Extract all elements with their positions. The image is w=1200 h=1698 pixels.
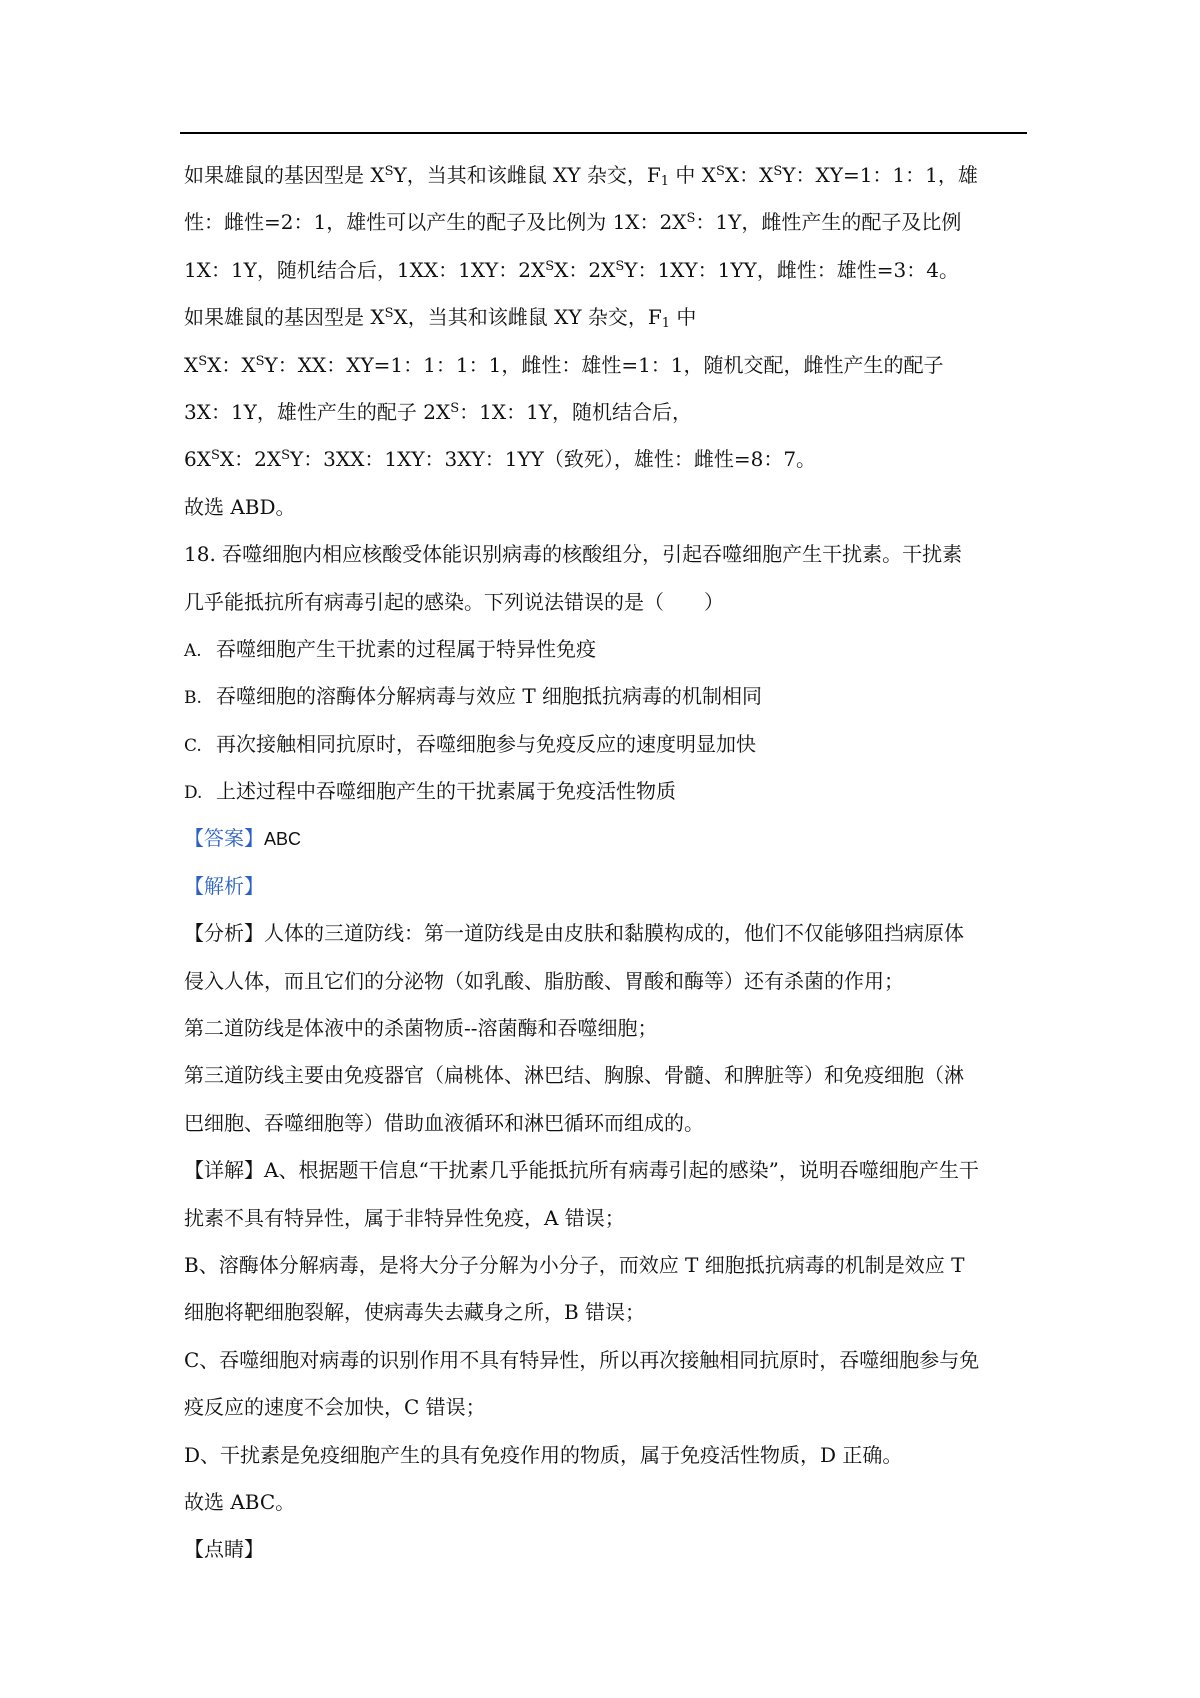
text-run: 中 X bbox=[669, 163, 716, 187]
superscript: S bbox=[773, 164, 783, 179]
xiangjie-a-line2: 扰素不具有特异性，属于非特异性免疫，A 错误； bbox=[184, 1205, 625, 1230]
text-run: Y：3XX：1XY：3XY：1YY（致死），雄性：雌性=8：7。 bbox=[289, 447, 817, 472]
text-run: ：1X：1Y，随机结合后， bbox=[459, 399, 693, 424]
superscript: S bbox=[255, 353, 265, 369]
option-b bbox=[184, 673, 1024, 720]
genetics-case1-line3 bbox=[184, 247, 1024, 294]
text-run: 如果雄鼠的基因型是 X bbox=[184, 163, 385, 187]
superscript: S bbox=[716, 164, 725, 179]
option-letter: D. bbox=[184, 783, 203, 804]
text-run: X：2X bbox=[554, 257, 616, 282]
analysis-conclusion: 故选 ABC。 bbox=[184, 1489, 296, 1514]
genetics-case2-line1 bbox=[184, 294, 1024, 341]
xiangjie-a-line1 bbox=[184, 1147, 1024, 1194]
text-run: 中 bbox=[670, 305, 697, 330]
text-run: X，当其和该雌鼠 XY 杂交，F bbox=[393, 305, 662, 330]
text-run: X：X bbox=[207, 352, 256, 377]
xiangjie-b-line1: B、溶酶体分解病毒，是将大分子分解为小分子，而效应 T 细胞抵抗病毒的机制是效应 T bbox=[184, 1252, 965, 1277]
text-run: 性：雌性=2：1，雄性可以产生的配子及比例为 1X：2X bbox=[184, 210, 687, 235]
text-run: 1X：1Y，随机结合后，1XX：1XY：2X bbox=[184, 257, 546, 282]
text-run: 6X bbox=[184, 447, 211, 472]
superscript: S bbox=[545, 258, 555, 274]
superscript: S bbox=[210, 448, 220, 464]
question-stem-line1: 18. 吞噬细胞内相应核酸受体能识别病毒的核酸组分，引起吞噬细胞产生干扰素。干扰素 bbox=[184, 542, 963, 567]
answer-value: ABC bbox=[264, 829, 302, 850]
dianjing-header: 【点睛】 bbox=[184, 1537, 264, 1562]
header-rule bbox=[180, 132, 1027, 134]
third-defense-line2: 巴细胞、吞噬细胞等）借助血液循环和淋巴循环而组成的。 bbox=[184, 1110, 704, 1135]
text-run: X bbox=[184, 352, 199, 377]
genetics-case2-line3 bbox=[184, 389, 1024, 436]
document-body bbox=[184, 152, 1024, 1574]
answer-line bbox=[184, 815, 1024, 862]
text-run: ：1Y，雌性产生的配子及比例 bbox=[695, 210, 962, 235]
option-text: 上述过程中吞噬细胞产生的干扰素属于免疫活性物质 bbox=[216, 779, 676, 804]
fenxi-tag: 【分析】 bbox=[184, 921, 264, 946]
text-run: A、根据题干信息“干扰素几乎能抵抗所有病毒引起的感染”，说明吞噬细胞产生干 bbox=[264, 1158, 979, 1183]
option-a bbox=[184, 626, 1024, 673]
option-text: 吞噬细胞的溶酶体分解病毒与效应 T 细胞抵抗病毒的机制相同 bbox=[216, 684, 763, 709]
analysis-header bbox=[184, 863, 1024, 910]
question-stem-line2: 几乎能抵抗所有病毒引起的感染。下列说法错误的是（ ） bbox=[184, 589, 724, 614]
genetics-case2-line2 bbox=[184, 342, 1024, 389]
text-run: 如果雄鼠的基因型是 X bbox=[184, 305, 385, 330]
option-text: 再次接触相同抗原时，吞噬细胞参与免疫反应的速度明显加快 bbox=[216, 731, 756, 756]
option-letter: C. bbox=[184, 735, 202, 756]
xiangjie-tag: 【详解】 bbox=[184, 1158, 264, 1183]
superscript: S bbox=[615, 258, 625, 274]
text-run: Y，当其和该雌鼠 XY 杂交，F bbox=[393, 163, 661, 187]
answer-tag: 【答案】 bbox=[184, 826, 264, 851]
text-run: Y：XY=1：1：1，雄 bbox=[782, 163, 978, 187]
third-defense-line1: 第三道防线主要由免疫器官（扁桃体、淋巴结、胸腺、骨髓、和脾脏等）和免疫细胞（淋 bbox=[184, 1063, 964, 1088]
subscript: 1 bbox=[660, 174, 670, 189]
option-letter: A. bbox=[184, 640, 202, 661]
fenxi-line1 bbox=[184, 910, 1024, 957]
subscript: 1 bbox=[661, 316, 671, 332]
option-text: 吞噬细胞产生干扰素的过程属于特异性免疫 bbox=[216, 636, 596, 661]
genetics-case1-line1 bbox=[184, 152, 1024, 199]
text-run: Y：XX：XY=1：1：1：1，雌性：雄性=1：1，随机交配，雌性产生的配子 bbox=[264, 352, 944, 377]
superscript: S bbox=[384, 164, 394, 179]
text-run: X：X bbox=[724, 163, 774, 187]
genetics-case2-line4 bbox=[184, 436, 1024, 483]
xiangjie-c-line2: 疫反应的速度不会加快，C 错误； bbox=[184, 1395, 486, 1420]
superscript: S bbox=[281, 448, 290, 464]
xiangjie-b-line2: 细胞将靶细胞裂解，使病毒失去藏身之所，B 错误； bbox=[184, 1300, 646, 1325]
superscript: S bbox=[686, 211, 696, 227]
text-run: 人体的三道防线：第一道防线是由皮肤和黏膜构成的，他们不仅能够阻挡病原体 bbox=[264, 921, 964, 946]
analysis-tag: 【解析】 bbox=[184, 873, 264, 898]
xiangjie-c-line1: C、吞噬细胞对病毒的识别作用不具有特异性，所以再次接触相同抗原时，吞噬细胞参与免 bbox=[184, 1347, 980, 1372]
superscript: S bbox=[450, 400, 460, 416]
superscript: S bbox=[198, 353, 208, 369]
superscript: S bbox=[384, 306, 394, 322]
genetics-case1-line2 bbox=[184, 199, 1024, 246]
genetics-conclusion: 故选 ABD。 bbox=[184, 494, 296, 519]
xiangjie-d-line: D、干扰素是免疫细胞产生的具有免疫作用的物质，属于免疫活性物质，D 正确。 bbox=[184, 1442, 903, 1467]
text-run: Y：1XY：1YY，雌性：雄性=3：4。 bbox=[624, 257, 959, 282]
text-run: X：2X bbox=[219, 447, 282, 472]
option-letter: B. bbox=[184, 688, 202, 709]
option-c bbox=[184, 721, 1024, 768]
second-defense-line: 第二道防线是体液中的杀菌物质--溶菌酶和吞噬细胞； bbox=[184, 1016, 658, 1041]
option-d bbox=[184, 768, 1024, 815]
fenxi-line2: 侵入人体，而且它们的分泌物（如乳酸、脂肪酸、胃酸和酶等）还有杀菌的作用； bbox=[184, 968, 904, 993]
text-run: 3X：1Y，雄性产生的配子 2X bbox=[184, 399, 451, 424]
